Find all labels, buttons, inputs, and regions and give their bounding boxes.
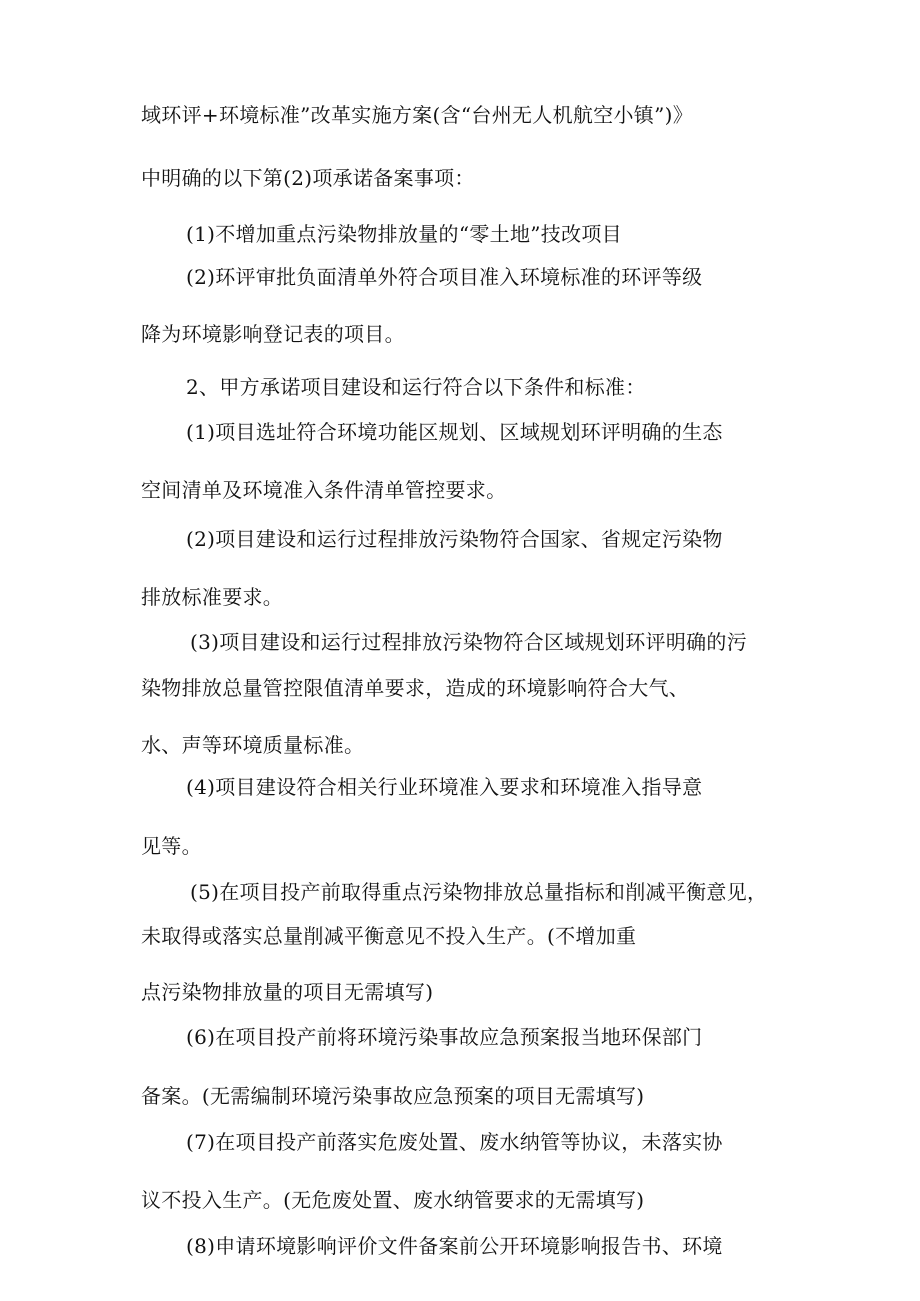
text-line: 染物排放总量管控限值清单要求，造成的环境影响符合大气、 bbox=[141, 676, 690, 700]
text-line: 域环评+环境标准”改革实施方案(含“台州无人机航空小镇”)》 bbox=[141, 103, 694, 127]
text-line: 排放标准要求。 bbox=[141, 585, 284, 609]
text-line: 见等。 bbox=[141, 834, 202, 858]
text-line: (1)不增加重点污染物排放量的“零土地”技改项目 bbox=[186, 222, 622, 246]
text-line: (4)项目建设符合相关行业环境准入要求和环境准入指导意 bbox=[186, 775, 703, 799]
text-line: 空间清单及环境准入条件清单管控要求。 bbox=[141, 478, 507, 502]
text-line: 备案。(无需编制环境污染事故应急预案的项目无需填写) bbox=[141, 1084, 645, 1108]
text-line: (6)在项目投产前将环境污染事故应急预案报当地环保部门 bbox=[186, 1025, 703, 1049]
text-line: (5)在项目投产前取得重点污染物排放总量指标和削减平衡意见， bbox=[190, 880, 768, 904]
text-line: (1)项目选址符合环境功能区规划、区域规划环评明确的生态 bbox=[186, 420, 723, 444]
text-line: 2、甲方承诺项目建设和运行符合以下条件和标准： bbox=[186, 375, 646, 399]
text-line: 未取得或落实总量削减平衡意见不投入生产。(不增加重 bbox=[141, 924, 637, 948]
text-line: 中明确的以下第(2)项承诺备案事项： bbox=[141, 166, 475, 190]
text-line: 水、声等环境质量标准。 bbox=[141, 733, 365, 757]
text-line: 降为环境影响登记表的项目。 bbox=[141, 322, 405, 346]
text-line: 议不投入生产。(无危废处置、废水纳管要求的无需填写) bbox=[141, 1188, 645, 1212]
text-line: (2)环评审批负面清单外符合项目准入环境标准的环评等级 bbox=[186, 265, 703, 289]
text-line: (3)项目建设和运行过程排放污染物符合区域规划环评明确的污 bbox=[190, 630, 748, 654]
text-line: (7)在项目投产前落实危废处置、废水纳管等协议，未落实协 bbox=[186, 1130, 723, 1154]
text-line: (8)申请环境影响评价文件备案前公开环境影响报告书、环境 bbox=[186, 1234, 723, 1258]
text-line: 点污染物排放量的项目无需填写) bbox=[141, 980, 434, 1004]
text-line: (2)项目建设和运行过程排放污染物符合国家、省规定污染物 bbox=[186, 527, 723, 551]
